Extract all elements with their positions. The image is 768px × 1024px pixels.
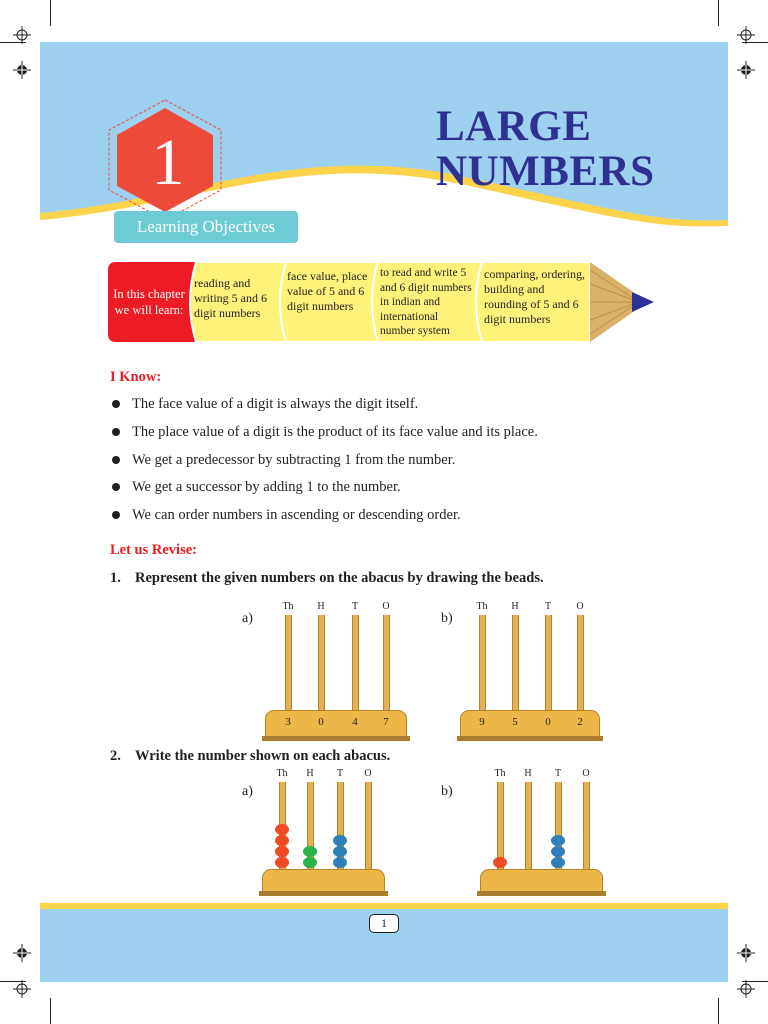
place-label: T: [336, 768, 344, 779]
pencil-segment: reading and writing 5 and 6 digit numbers: [194, 276, 267, 320]
place-label: T: [554, 768, 562, 779]
abacus-bead: [275, 824, 289, 835]
revise-heading: Let us Revise:: [110, 542, 197, 558]
abacus-rod: [479, 615, 486, 714]
place-label: Th: [494, 768, 506, 779]
abacus-bead: [303, 846, 317, 857]
place-label: H: [306, 768, 314, 779]
bullet-icon: [112, 456, 120, 464]
sub-label: a): [242, 784, 253, 799]
abacus-base-shadow: [262, 736, 410, 741]
place-label: O: [582, 768, 590, 779]
pencil-intro-text: In this chapter we will learn:: [113, 287, 185, 317]
registration-dot-icon: [13, 61, 31, 79]
abacus-bead: [551, 857, 565, 868]
sub-label: a): [242, 611, 253, 626]
abacus-digit: 2: [577, 716, 583, 728]
abacus-digit: 0: [545, 716, 551, 728]
abacus-rod: [383, 615, 390, 714]
abacus-digit: 9: [479, 716, 485, 728]
abacus-bead: [275, 835, 289, 846]
abacus-rod: [545, 615, 552, 714]
place-label: Th: [282, 601, 294, 612]
chapter-title-line: NUMBERS: [436, 148, 655, 195]
pencil-segment: comparing, ordering, building and rounding of 5 and 6 digit numbers: [484, 267, 585, 326]
list-item: We get a predecessor by subtracting 1 from the number.: [112, 451, 455, 469]
place-label: O: [576, 601, 584, 612]
list-item: The place value of a digit is the product of its face value and its place.: [112, 423, 538, 441]
abacus-digit: 4: [352, 716, 358, 728]
place-label: T: [351, 601, 359, 612]
registration-dot-icon: [737, 944, 755, 962]
bullet-icon: [112, 428, 120, 436]
abacus-digit: 3: [285, 716, 291, 728]
abacus-digit: 7: [383, 716, 389, 728]
registration-mark-icon: [13, 26, 31, 44]
place-label: H: [524, 768, 532, 779]
abacus-rod: [365, 782, 372, 873]
abacus-base-shadow: [457, 736, 603, 741]
abacus-bead: [333, 846, 347, 857]
i-know-heading: I Know:: [110, 369, 162, 385]
bullet-icon: [112, 483, 120, 491]
question-2: 2. Write the number shown on each abacus.: [110, 748, 391, 764]
abacus-bead: [333, 835, 347, 846]
abacus-bead: [275, 846, 289, 857]
crop-mark: [50, 0, 51, 26]
chapter-title-line: LARGE: [436, 103, 592, 150]
abacus-bead: [551, 835, 565, 846]
abacus-base-shadow: [477, 891, 606, 896]
registration-dot-icon: [737, 61, 755, 79]
learning-objectives-badge: Learning Objectives: [114, 211, 298, 243]
place-label: Th: [276, 768, 288, 779]
abacus-digit: 0: [318, 716, 324, 728]
abacus-rod: [512, 615, 519, 714]
abacus-base: [262, 869, 385, 893]
crop-mark: [50, 998, 51, 1024]
list-item: We get a successor by adding 1 to the number.: [112, 478, 401, 496]
abacus-rod: [525, 782, 532, 873]
abacus-bead: [493, 857, 507, 868]
abacus-rod: [352, 615, 359, 714]
abacus-bead: [333, 857, 347, 868]
crop-mark: [718, 0, 719, 26]
chapter-title: [436, 104, 655, 194]
crop-mark: [718, 998, 719, 1024]
bullet-icon: [112, 400, 120, 408]
abacus-rod: [285, 615, 292, 714]
question-1: 1. Represent the given numbers on the abacus by drawing the beads.: [110, 570, 544, 586]
registration-mark-icon: [737, 26, 755, 44]
place-label: Th: [476, 601, 488, 612]
chapter-number: 1: [151, 126, 185, 199]
abacus-rod: [318, 615, 325, 714]
place-label: O: [364, 768, 372, 779]
abacus-base: [480, 869, 603, 893]
abacus-bead: [303, 857, 317, 868]
abacus-rod: [583, 782, 590, 873]
registration-dot-icon: [13, 944, 31, 962]
sub-label: b): [441, 784, 453, 799]
place-label: O: [382, 601, 390, 612]
abacus-digit: 5: [512, 716, 518, 728]
place-label: H: [511, 601, 519, 612]
list-item: The face value of a digit is always the digit itself.: [112, 395, 418, 413]
pencil-segment: to read and write 5 and 6 digit numbers in indian and international number system: [380, 267, 472, 337]
place-label: H: [317, 601, 325, 612]
place-label: T: [544, 601, 552, 612]
registration-mark-icon: [13, 980, 31, 998]
abacus-rod: [577, 615, 584, 714]
page-number: 1: [369, 914, 399, 933]
footer-stripe: [40, 903, 728, 909]
pencil-segment: face value, place value of 5 and 6 digit numbers: [287, 269, 368, 313]
abacus-bead: [275, 857, 289, 868]
abacus-base-shadow: [259, 891, 388, 896]
registration-mark-icon: [737, 980, 755, 998]
sub-label: b): [441, 611, 453, 626]
list-item: We can order numbers in ascending or descending order.: [112, 506, 461, 524]
abacus-bead: [551, 846, 565, 857]
bullet-icon: [112, 511, 120, 519]
